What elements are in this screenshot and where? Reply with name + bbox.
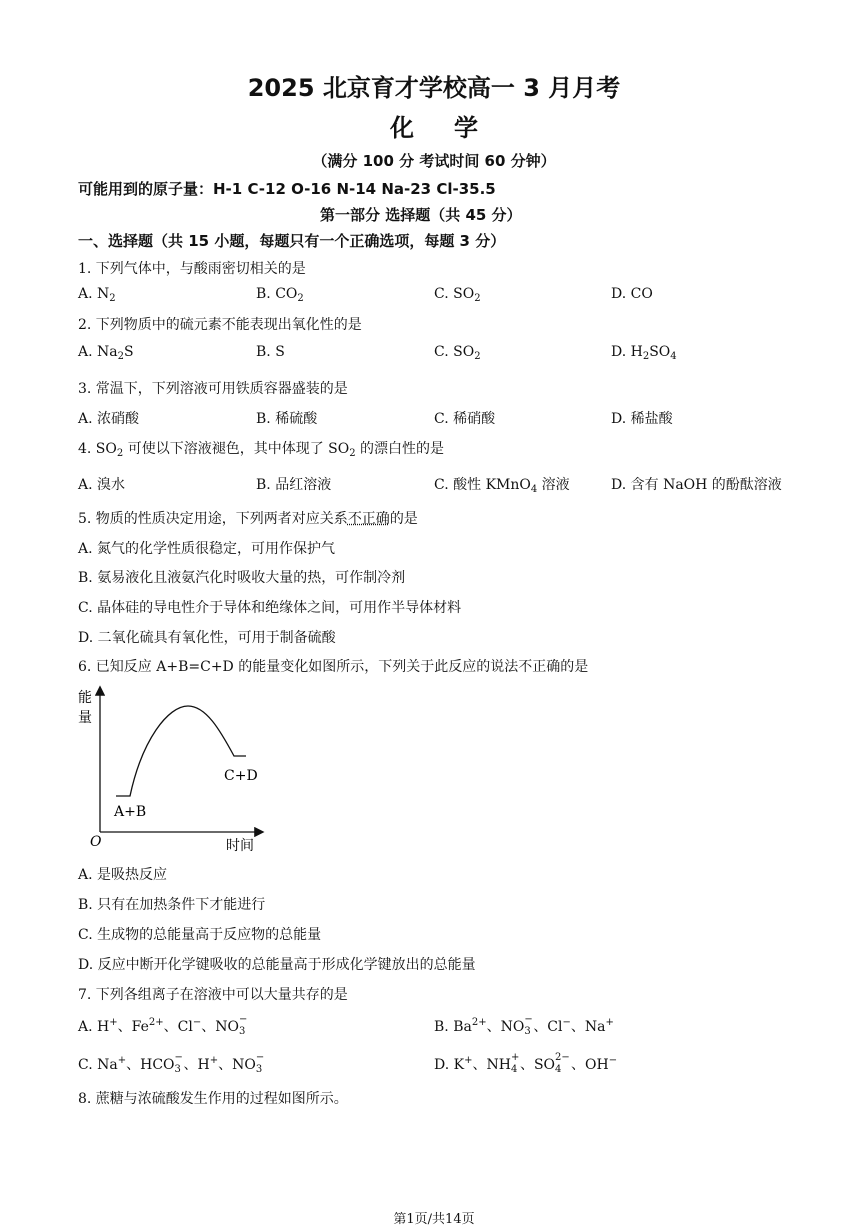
question-2-stem: 2. 下列物质中的硫元素不能表现出氧化性的是 (78, 317, 362, 333)
reactants-label: A+B (114, 804, 147, 820)
subject-title: 化学 (390, 114, 518, 142)
origin-label: O (90, 834, 102, 850)
question-1-option-b: B. $CO_2$ (256, 286, 304, 304)
question-1-option-c: C. $SO_2$ (434, 286, 481, 304)
part-title: 第一部分 选择题（共 45 分） (320, 206, 522, 224)
question-5-stem: 5. 物质的性质决定用途，下列两者对应关系不正确的是 (78, 511, 418, 527)
exam-info: （满分 100 分 考试时间 60 分钟） (312, 152, 556, 170)
question-2-option-c: C. $SO_2$ (434, 344, 481, 362)
exam-title: 2025 北京育才学校高一 3 月月考 (247, 74, 621, 102)
emphasis-not-correct: 不正确 (347, 511, 390, 527)
question-1-options (78, 286, 116, 304)
question-4-option-b: B. 品红溶液 (256, 477, 332, 493)
question-3-stem: 3. 常温下，下列溶液可用铁质容器盛装的是 (78, 381, 348, 397)
question-6-option-a: A. 是吸热反应 (78, 867, 168, 883)
question-7-option-b: B. $Ba^{2+}$、NO − 3 、Cl−、Na+ (434, 1014, 614, 1037)
question-7-option-d: D. K+、NH + 4 、SO 2− 4 、OH− (434, 1052, 618, 1075)
question-4-stem: 4. $SO_2$ 可使以下溶液褪色，其中体现了 $SO_2$ 的漂白性的是 (78, 441, 445, 459)
products-label: C+D (224, 768, 258, 784)
question-3-option-a: A. 浓硝酸 (78, 411, 140, 427)
option-a: A. $N_2$ (78, 286, 116, 304)
question-2-option-b: B. S (256, 344, 285, 360)
question-6-option-b: B. 只有在加热条件下才能进行 (78, 897, 266, 913)
question-1-option-d: D. CO (611, 286, 653, 302)
question-6-option-d: D. 反应中断开化学键吸收的总能量高于形成化学键放出的总能量 (78, 957, 476, 973)
energy-diagram (76, 680, 276, 860)
y-label-2: 量 (78, 710, 92, 726)
question-4-option-d: D. 含有 NaOH 的酚酞溶液 (611, 477, 782, 493)
question-3-option-d: D. 稀盐酸 (611, 411, 673, 427)
atomic-mass-line: 可能用到的原子量：H-1 C-12 O-16 N-14 Na-23 Cl-35.5 (78, 180, 496, 198)
question-6-stem: 6. 已知反应 A+B=C+D 的能量变化如图所示，下列关于此反应的说法不正确的是 (78, 659, 589, 675)
question-2-option-a: A. $Na_2S$ (78, 344, 134, 362)
question-6-option-c: C. 生成物的总能量高于反应物的总能量 (78, 927, 322, 943)
question-4-option-c: C. 酸性 KMnO$_4$ 溶液 (434, 477, 570, 495)
x-label: 时间 (226, 838, 254, 854)
question-2-option-d: D. $H_2SO_4$ (611, 344, 677, 362)
question-5-option-c: C. 晶体硅的导电性介于导体和绝缘体之间，可用作半导体材料 (78, 600, 462, 616)
question-5-option-d: D. 二氧化硫具有氧化性，可用于制备硫酸 (78, 630, 336, 646)
question-3-option-b: B. 稀硫酸 (256, 411, 318, 427)
question-3-option-c: C. 稀硝酸 (434, 411, 496, 427)
section-title: 一、选择题（共 15 小题，每题只有一个正确选项，每题 3 分） (78, 232, 506, 250)
question-7-stem: 7. 下列各组离子在溶液中可以大量共存的是 (78, 987, 348, 1003)
question-8-stem: 8. 蔗糖与浓硫酸发生作用的过程如图所示。 (78, 1091, 348, 1107)
y-label-1: 能 (78, 690, 92, 706)
page-footer: 第1页/共14页 (393, 1212, 475, 1227)
question-7-option-a: A. H+、$Fe^{2+}$、Cl−、NO − 3 (78, 1014, 248, 1037)
question-5-option-a: A. 氮气的化学性质很稳定，可用作保护气 (78, 541, 336, 557)
question-5-option-b: B. 氨易液化且液氨汽化时吸收大量的热，可作制冷剂 (78, 570, 406, 586)
question-4-option-a: A. 溴水 (78, 477, 126, 493)
question-1-stem: 1. 下列气体中，与酸雨密切相关的是 (78, 261, 306, 277)
question-7-option-c: C. Na+、HCO − 3 、H+、NO − 3 (78, 1052, 265, 1075)
